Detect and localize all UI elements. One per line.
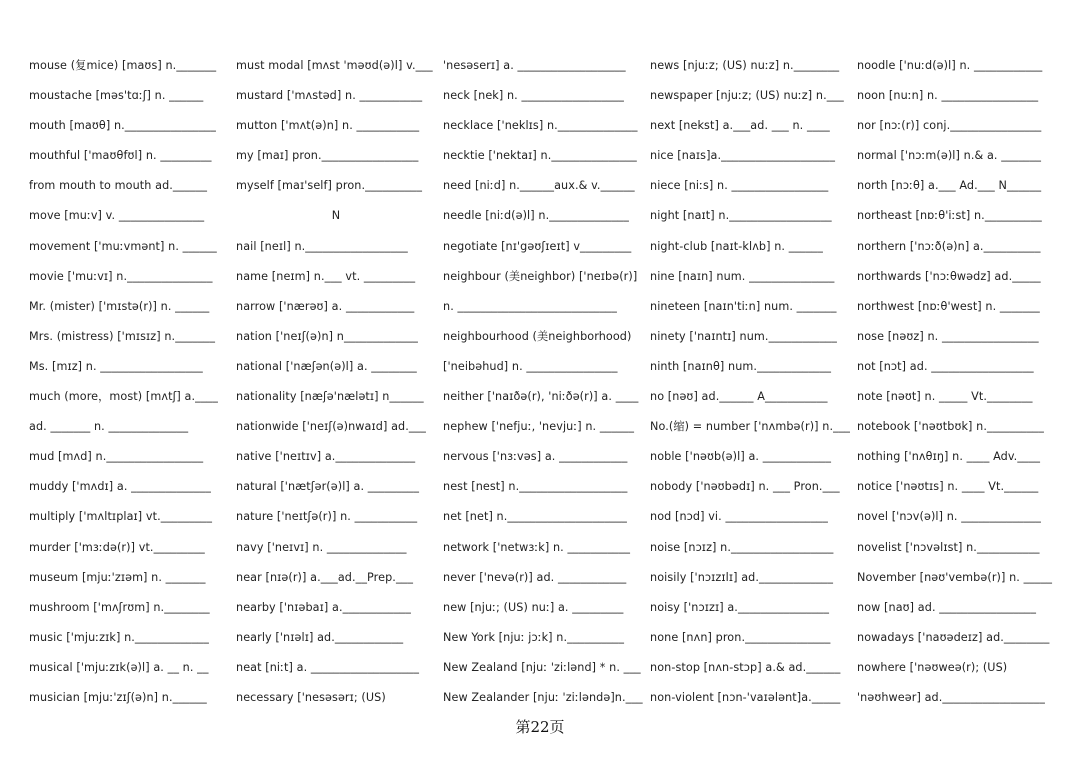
vocabulary-entry: niece [niːs] n. _________________ [650,179,829,193]
page-number: 第22页 [515,718,565,736]
vocabulary-entry: nationality [næʃə'nælətɪ] n______ [236,390,424,404]
vocabulary-entry: nervous ['nɜːvəs] a. ____________ [443,450,628,464]
vocabulary-entry: mushroom ['mʌʃrʊm] n.________ [29,600,210,614]
vocabulary-entry: northern ['nɔːð(ə)n] a.__________ [857,239,1041,253]
vocabulary-entry: neighbourhood (美neighborhood) [443,329,632,343]
vocabulary-column-4 [650,51,850,713]
vocabulary-entry: network ['netwɜːk] n. ___________ [443,540,631,554]
vocabulary-entry: my [maɪ] pron._________________ [236,149,419,163]
vocabulary-entry: mouth [maʊθ] n.________________ [29,119,216,133]
vocabulary-entry: neighbour (美neighbor) ['neɪbə(r)] [443,269,638,283]
vocabulary-entry: nail [neɪl] n.__________________ [236,239,408,253]
vocabulary-entry: nor [nɔː(r)] conj.________________ [857,119,1042,133]
vocabulary-entry: no [nəʊ] ad.______ A___________ [650,390,828,404]
vocabulary-entry: museum [mjuː'zɪəm] n. _______ [29,570,206,584]
vocabulary-entry: moustache [məs'tɑːʃ] n. ______ [29,89,204,103]
vocabulary-entry: move [muːv] v. _______________ [29,209,205,223]
vocabulary-entry: neck [nek] n. __________________ [443,89,624,103]
vocabulary-entry: noon [nuːn] n. _________________ [857,89,1039,103]
vocabulary-entry: needle [niːd(ə)l] n.______________ [443,209,629,223]
vocabulary-entry: much (more，most) [mʌtʃ] a.____ [29,390,218,404]
vocabulary-entry: noisy ['nɔɪzɪ] a.________________ [650,600,830,614]
vocabulary-entry: name [neɪm] n.___ vt. _________ [236,269,416,283]
vocabulary-entry: mouthful ['maʊθfʊl] n. _________ [29,149,212,163]
vocabulary-entry: mutton ['mʌt(ə)n] n. ___________ [236,119,420,133]
vocabulary-entry: northeast [nɒːθ'iːst] n.__________ [857,209,1042,223]
vocabulary-column-1 [29,51,229,713]
vocabulary-entry: next [nekst] a.___ad. ___ n. ____ [650,119,830,133]
section-letter-heading: N [331,209,341,223]
vocabulary-entry: must modal [mʌst 'məʊd(ə)l] v.___ [236,59,433,72]
vocabulary-entry: north [nɔːθ] a.___ Ad.___ N______ [857,179,1042,193]
vocabulary-entry: nowadays ['naʊədeɪz] ad.________ [857,630,1050,644]
vocabulary-entry: n. ____________________________ [443,299,617,313]
vocabulary-entry: nephew ['nefjuː, 'nevjuː] n. ______ [443,420,635,434]
vocabulary-entry: necktie ['nektaɪ] n._______________ [443,149,637,163]
vocabulary-entry: nobody ['nəʊbədɪ] n. ___ Pron.___ [650,480,840,494]
vocabulary-entry: nest [nest] n.___________________ [443,480,628,494]
vocabulary-entry: nineteen [naɪn'tiːn] num. _______ [650,299,837,313]
vocabulary-entry: novel ['nɔv(ə)l] n. ______________ [857,510,1041,524]
vocabulary-entry: negotiate [nɪ'gəʊʃɪeɪt] v_________ [443,239,632,253]
vocabulary-entry: muddy ['mʌdɪ] a. ______________ [29,480,211,494]
vocabulary-column-5 [857,51,1057,713]
vocabulary-entry: New Zealander [njuː 'ziːləndə]n.___ [443,690,643,704]
vocabulary-entry: mustard ['mʌstəd] n. ___________ [236,89,423,103]
vocabulary-entry: non-stop [nʌn-stɔp] a.& ad.______ [650,660,841,674]
vocabulary-entry: night-club [naɪt-klʌb] n. ______ [650,239,823,253]
vocabulary-entry: northwards ['nɔːθwədz] ad._____ [857,269,1041,283]
vocabulary-entry: necessary ['nesəsərɪ; (US) [236,690,386,704]
vocabulary-column-2 [236,51,436,713]
vocabulary-entry: news [njuːz; (US) nuːz] n.________ [650,59,840,72]
vocabulary-entry: 'nəʊhweər] ad.__________________ [857,690,1045,704]
vocabulary-entry: 'nesəserɪ] a. ___________________ [443,59,626,72]
vocabulary-entry: notebook ['nəʊtbʊk] n.__________ [857,420,1044,434]
vocabulary-entry: normal ['nɔːm(ə)l] n.& a. _______ [857,149,1042,163]
vocabulary-entry: national ['næʃən(ə)l] a. ________ [236,359,417,373]
vocabulary-entry: newspaper [njuːz; (US) nuːz] n.___ [650,89,844,103]
vocabulary-entry: night [naɪt] n.__________________ [650,209,832,223]
vocabulary-entry: New Zealand [njuː 'ziːlənd] * n. ___ [443,660,641,674]
vocabulary-entry: necklace ['neklɪs] n.______________ [443,119,638,133]
vocabulary-entry: mud [mʌd] n._________________ [29,450,204,464]
vocabulary-entry: neat [niːt] a. ___________________ [236,660,420,674]
vocabulary-entry: notice ['nəʊtɪs] n. ____ Vt.______ [857,480,1039,494]
vocabulary-entry: navy ['neɪvɪ] n. ______________ [236,540,407,554]
vocabulary-entry: Ms. [mɪz] n. __________________ [29,359,203,373]
vocabulary-entry: movement ['muːvmənt] n. ______ [29,239,217,253]
vocabulary-entry: New York [njuː jɔːk] n.__________ [443,630,625,644]
vocabulary-entry: from mouth to mouth ad.______ [29,179,208,193]
vocabulary-entry: nearly ['nɪəlɪ] ad.____________ [236,630,404,644]
vocabulary-entry: ninth [naɪnθ] num._____________ [650,359,832,373]
vocabulary-entry: Mr. (mister) ['mɪstə(r)] n. ______ [29,299,210,313]
vocabulary-entry: none [nʌn] pron._______________ [650,630,831,644]
vocabulary-entry: ninety ['naɪntɪ] num.____________ [650,329,837,343]
vocabulary-entry: November [nəʊ'vembə(r)] n. _____ [857,570,1053,584]
vocabulary-entry: natural ['nætʃər(ə)l] a. _________ [236,480,420,494]
vocabulary-entry: movie ['muːvɪ] n._______________ [29,269,213,283]
vocabulary-entry: nation ['neɪʃ(ə)n] n_____________ [236,329,418,343]
vocabulary-entry: net [net] n._____________________ [443,510,627,524]
vocabulary-entry: musician [mjuː'zɪʃ(ə)n] n.______ [29,690,207,704]
vocabulary-entry: multiply ['mʌltɪplaɪ] vt._________ [29,510,213,524]
vocabulary-entry: not [nɔt] ad. __________________ [857,359,1034,373]
vocabulary-entry: nod [nɔd] vi. __________________ [650,510,828,524]
vocabulary-entry: ad. _______ n. ______________ [29,420,189,434]
vocabulary-entry: narrow ['nærəʊ] a. ____________ [236,299,415,313]
vocabulary-entry: northwest [nɒːθ'west] n. _______ [857,299,1040,313]
vocabulary-entry: noodle ['nuːd(ə)l] n. ____________ [857,59,1043,72]
vocabulary-entry: now [naʊ] ad. _________________ [857,600,1037,614]
vocabulary-entry: native ['neɪtɪv] a.______________ [236,450,416,464]
vocabulary-entry: near [nɪə(r)] a.___ad.__Prep.___ [236,570,414,584]
vocabulary-entry: noble ['nəʊb(ə)l] a. ____________ [650,450,832,464]
vocabulary-entry: noise [nɔɪz] n.__________________ [650,540,834,554]
vocabulary-entry: nearby ['nɪəbaɪ] a.____________ [236,600,411,614]
vocabulary-column-3 [443,51,643,713]
vocabulary-entry: ['neibəhud] n. ________________ [443,359,618,373]
vocabulary-entry: myself [maɪ'self] pron.__________ [236,179,423,193]
vocabulary-entry: mouse (复mice) [maʊs] n._______ [29,59,217,72]
vocabulary-entry: musical ['mjuːzɪk(ə)l] a. __ n. __ [29,660,209,674]
vocabulary-entry: nationwide ['neɪʃ(ə)nwaɪd] ad.___ [236,420,426,434]
vocabulary-entry: No.(缩) = number ['nʌmbə(r)] n.___ [650,420,850,434]
vocabulary-entry: never ['nevə(r)] ad. ____________ [443,570,627,584]
vocabulary-entry: note [nəʊt] n. _____ Vt.________ [857,390,1033,404]
vocabulary-entry: noisily ['nɔɪzɪlɪ] ad._____________ [650,570,834,584]
vocabulary-entry: nothing ['nʌθɪŋ] n. ____ Adv.____ [857,450,1041,464]
vocabulary-entry: need [niːd] n.______aux.& v.______ [443,179,635,193]
vocabulary-entry: nature ['neɪtʃə(r)] n. ___________ [236,510,418,524]
vocabulary-entry: nose [nəʊz] n. _________________ [857,329,1039,343]
vocabulary-entry: Mrs. (mistress) ['mɪsɪz] n._______ [29,329,216,343]
vocabulary-entry: new [njuː; (US) nuː] a. _________ [443,600,624,614]
vocabulary-entry: nine [naɪn] num. _______________ [650,269,835,283]
vocabulary-entry: neither ['naɪðə(r), 'niːðə(r)] a. ____ [443,390,639,404]
vocabulary-entry: non-violent [nɔn-'vaɪələnt]a._____ [650,690,841,704]
vocabulary-entry: nowhere ['nəʊweə(r); (US) [857,660,1008,674]
vocabulary-entry: nice [naɪs]a.____________________ [650,149,836,163]
vocabulary-entry: murder ['mɜːdə(r)] vt._________ [29,540,205,554]
vocabulary-entry: music ['mjuːzɪk] n._____________ [29,630,209,644]
vocabulary-entry: novelist ['nɔvəlɪst] n.___________ [857,540,1040,554]
